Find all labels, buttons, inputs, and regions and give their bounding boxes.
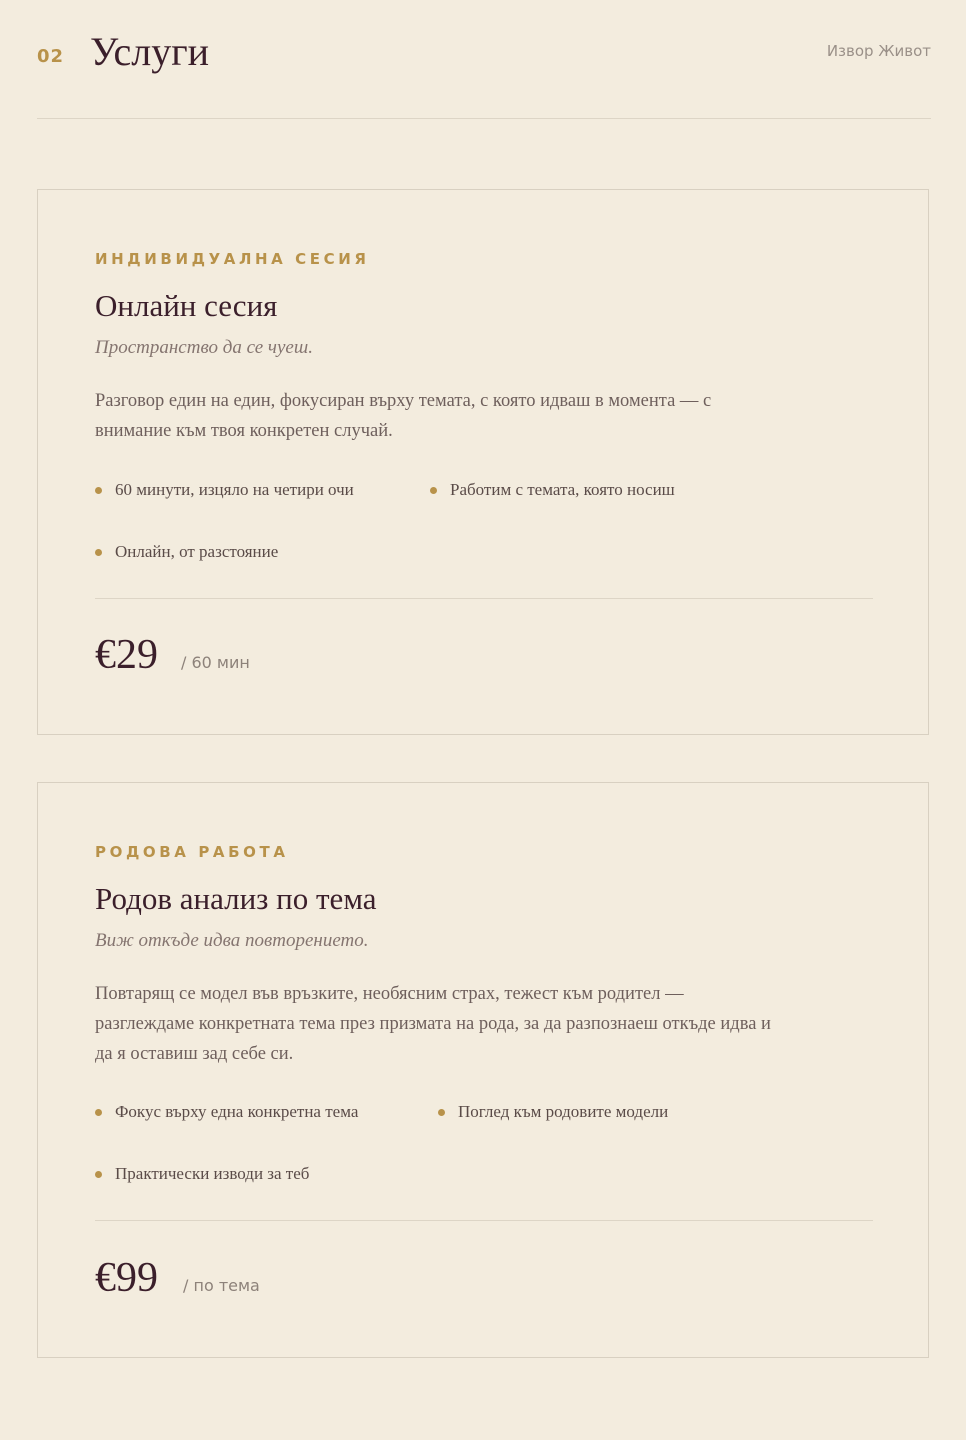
- card-divider: [95, 598, 873, 599]
- feature-text: Практически изводи за теб: [115, 1164, 310, 1183]
- service-description: Повтарящ се модел във връзките, необясним страх, тежест към родител — разглеждаме конкретната тема през призмата на рода, за да разпознаеш откъде идва и да я оставиш зад себе си.: [95, 984, 771, 1064]
- service-tagline: Виж откъде идва повторението.: [95, 930, 369, 951]
- service-price: €29: [95, 632, 158, 678]
- feature-text: Работим с темата, която носиш: [450, 480, 675, 499]
- bullet-dot-icon: [95, 487, 102, 494]
- page-header: [37, 0, 931, 119]
- service-tagline: Пространство да се чуеш.: [95, 337, 313, 358]
- feature-text: Поглед към родовите модели: [458, 1102, 669, 1121]
- service-kicker: ИНДИВИДУАЛНА СЕСИЯ: [95, 250, 370, 268]
- service-title: Онлайн сесия: [95, 288, 278, 323]
- brand-link[interactable]: Извор Живот: [826, 42, 931, 60]
- feature-text: Онлайн, от разстояние: [115, 542, 279, 561]
- service-description: Разговор един на един, фокусиран върху темата, с която идваш в момента — с внимание към твоя конкретен случай.: [95, 391, 712, 441]
- service-title: Родов анализ по тема: [95, 881, 377, 916]
- bullet-dot-icon: [430, 487, 437, 494]
- bullet-dot-icon: [95, 1109, 102, 1116]
- service-kicker: РОДОВА РАБОТА: [95, 843, 289, 861]
- price-unit: / 60 мин: [181, 653, 250, 672]
- card-divider: [95, 1220, 873, 1221]
- section-title: Услуги: [90, 29, 210, 74]
- service-card-family-analysis: [37, 782, 929, 1358]
- feature-text: Фокус върху една конкретна тема: [115, 1102, 359, 1121]
- bullet-dot-icon: [95, 1171, 102, 1178]
- service-card-online-session: [37, 189, 929, 735]
- feature-text: 60 минути, изцяло на четири очи: [115, 480, 354, 499]
- section-number: 02: [37, 46, 65, 67]
- bullet-dot-icon: [95, 549, 102, 556]
- bullet-dot-icon: [438, 1109, 445, 1116]
- service-price: €99: [95, 1255, 158, 1301]
- price-unit: / по тема: [183, 1276, 260, 1295]
